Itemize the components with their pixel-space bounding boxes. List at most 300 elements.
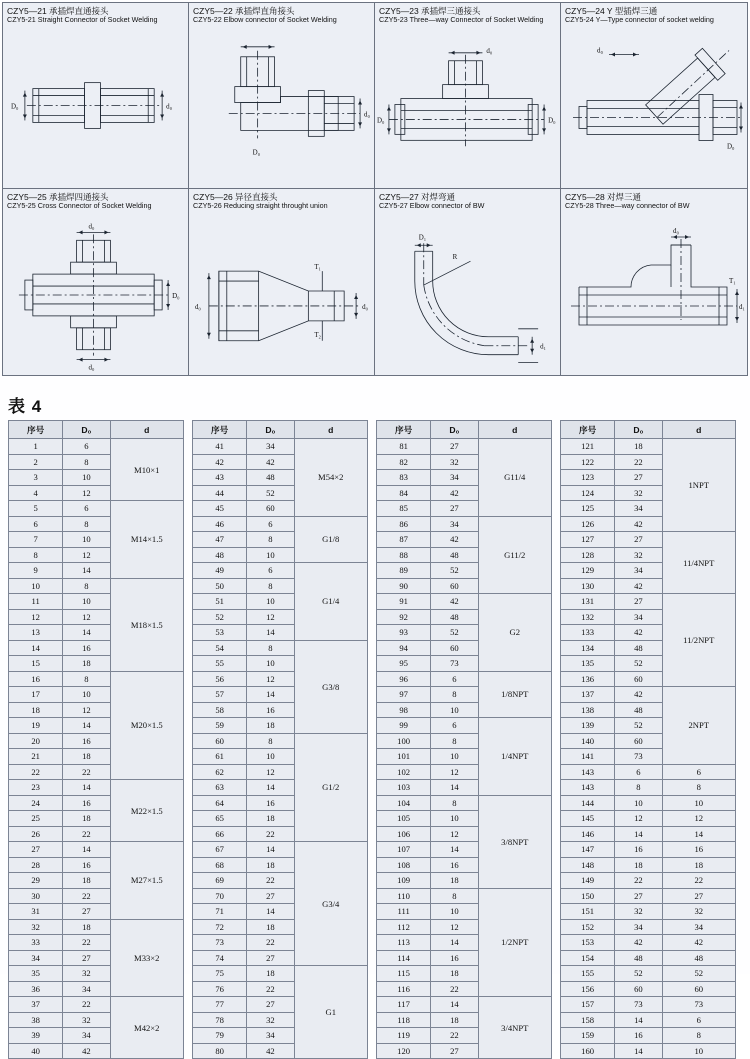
cell-d0: 32 <box>63 966 110 982</box>
cell-index: 124 <box>561 485 615 501</box>
cell-thread: G1/8 <box>294 516 368 563</box>
table-row <box>377 594 552 610</box>
cell-index: 37 <box>9 997 63 1013</box>
cell-thread: M54×2 <box>294 439 368 517</box>
cell-index: 1 <box>9 439 63 455</box>
dim-label-t2: T₂ <box>314 330 321 339</box>
drawing-figure-straight-connector <box>3 31 188 186</box>
cell-d0: 16 <box>63 795 110 811</box>
cell-index: 135 <box>561 656 615 672</box>
cell-thread: 1/8NPT <box>478 671 552 718</box>
cell-index: 4 <box>9 485 63 501</box>
cell-d0: 34 <box>247 1028 294 1044</box>
col-header-d0: D₀ <box>63 421 110 439</box>
cell-d0: 34 <box>615 609 662 625</box>
cell-index: 7 <box>9 532 63 548</box>
cell-d0: 32 <box>615 485 662 501</box>
cell-d0: 18 <box>431 1012 478 1028</box>
cell-d0: 18 <box>431 873 478 889</box>
table-row <box>561 1043 736 1059</box>
cell-d0: 12 <box>431 919 478 935</box>
cell-index: 130 <box>561 578 615 594</box>
cell-index: 100 <box>377 733 431 749</box>
cell-d0: 6 <box>431 671 478 687</box>
cell-d0: 52 <box>615 656 662 672</box>
cell-index: 143 <box>561 780 615 796</box>
drawing-title-en: CZY5-21 Straight Connector of Socket Welding <box>7 15 158 25</box>
cell-thread: 2NPT <box>662 687 736 765</box>
table-row <box>561 966 736 982</box>
cell-d0: 73 <box>615 997 662 1013</box>
cell-d0: 10 <box>63 594 110 610</box>
cell-d0: 52 <box>247 485 294 501</box>
cell-index: 146 <box>561 826 615 842</box>
drawing-title-cn: CZY5—23 承插焊三通接头 <box>379 6 481 16</box>
cell-thread: 3/4NPT <box>478 997 552 1059</box>
cell-index: 140 <box>561 733 615 749</box>
cell-index: 117 <box>377 997 431 1013</box>
cell-d0: 14 <box>431 997 478 1013</box>
dim-label-t1: T₁ <box>729 277 736 285</box>
cell-index: 127 <box>561 532 615 548</box>
cell-d0: 34 <box>431 516 478 532</box>
cell-index: 111 <box>377 904 431 920</box>
cell-d: 18 <box>662 857 736 873</box>
cell-d: 12 <box>662 811 736 827</box>
cell-index: 104 <box>377 795 431 811</box>
col-header-d: d <box>110 421 184 439</box>
cell-d0: 8 <box>431 795 478 811</box>
cell-index: 125 <box>561 501 615 517</box>
cell-index: 32 <box>9 919 63 935</box>
cell-d0: 16 <box>63 640 110 656</box>
cell-index: 52 <box>193 609 247 625</box>
cell-d0: 16 <box>431 857 478 873</box>
cell-d0: 12 <box>431 764 478 780</box>
cell-index: 141 <box>561 749 615 765</box>
cell-index: 160 <box>561 1043 615 1059</box>
cell-d0: 42 <box>615 516 662 532</box>
cell-index: 151 <box>561 904 615 920</box>
cell-d0: 18 <box>63 873 110 889</box>
cell-index: 46 <box>193 516 247 532</box>
table-row <box>561 780 736 796</box>
drawing-cell-czy5-21 <box>3 3 189 189</box>
cell-index: 62 <box>193 764 247 780</box>
cell-index: 69 <box>193 873 247 889</box>
cell-d0: 32 <box>63 1012 110 1028</box>
cell-d0: 8 <box>247 532 294 548</box>
cell-d0: 27 <box>247 888 294 904</box>
cell-index: 18 <box>9 702 63 718</box>
cell-index: 81 <box>377 439 431 455</box>
cell-d0: 27 <box>615 594 662 610</box>
drawing-cell-czy5-25 <box>3 189 189 375</box>
cell-d0: 34 <box>63 981 110 997</box>
cell-index: 155 <box>561 966 615 982</box>
cell-d0: 8 <box>247 733 294 749</box>
cell-d0: 18 <box>63 811 110 827</box>
table-body-3 <box>377 439 552 1059</box>
cell-d: 42 <box>662 935 736 951</box>
cell-thread: M10×1 <box>110 439 184 501</box>
dim-label-d0-right: D₀ <box>548 116 556 125</box>
table-header-row <box>9 421 184 439</box>
cell-d0: 8 <box>63 516 110 532</box>
cell-d0: 27 <box>247 950 294 966</box>
cell-thread: G3/4 <box>294 842 368 966</box>
cell-d0: 32 <box>431 454 478 470</box>
drawing-title-cn: CZY5—22 承插焊直角接头 <box>193 6 295 16</box>
cell-index: 40 <box>9 1043 63 1059</box>
cell-d0: 22 <box>247 935 294 951</box>
drawing-title-cn: CZY5—27 对焊弯通 <box>379 192 456 202</box>
table-header-row <box>561 421 736 439</box>
cell-thread: G1 <box>294 966 368 1059</box>
cell-index: 25 <box>9 811 63 827</box>
cell-index: 109 <box>377 873 431 889</box>
table-row <box>9 919 184 935</box>
cell-d0: 14 <box>247 904 294 920</box>
cell-index: 65 <box>193 811 247 827</box>
cell-index: 138 <box>561 702 615 718</box>
cell-d0: 22 <box>431 981 478 997</box>
cell-d0: 22 <box>247 826 294 842</box>
cell-d0: 12 <box>615 811 662 827</box>
cell-d0: 27 <box>431 439 478 455</box>
cell-index: 70 <box>193 888 247 904</box>
cell-index: 27 <box>9 842 63 858</box>
col-header-d: d <box>294 421 368 439</box>
cell-d0: 48 <box>431 547 478 563</box>
cell-index: 35 <box>9 966 63 982</box>
cell-d0: 42 <box>615 687 662 703</box>
cell-index: 126 <box>561 516 615 532</box>
cell-d0: 10 <box>431 811 478 827</box>
cell-d0: 18 <box>247 919 294 935</box>
cell-d0: 14 <box>431 935 478 951</box>
dim-label-t1: T₁ <box>314 263 321 272</box>
cell-index: 129 <box>561 563 615 579</box>
cell-index: 78 <box>193 1012 247 1028</box>
cell-d0: 10 <box>615 795 662 811</box>
drawing-grid <box>2 2 748 376</box>
cell-index: 80 <box>193 1043 247 1059</box>
drawing-title-cn: CZY5—25 承插焊四通接头 <box>7 192 109 202</box>
cell-index: 94 <box>377 640 431 656</box>
drawing-caption <box>561 3 747 25</box>
drawing-title-en: CZY5-28 Three—way connector of BW <box>565 201 690 211</box>
drawing-figure-y-connector <box>561 31 747 186</box>
table-row <box>561 950 736 966</box>
cell-d0: 22 <box>63 826 110 842</box>
cell-d0: 22 <box>63 888 110 904</box>
dim-label-d0-right: D₀ <box>172 291 180 300</box>
cell-d0: 10 <box>63 470 110 486</box>
drawing-title-cn: CZY5—24 Y 型插焊三通 <box>565 6 658 16</box>
cell-thread: 11/4NPT <box>662 532 736 594</box>
dim-label-radius: R <box>452 253 458 262</box>
drawing-cell-czy5-24 <box>561 3 747 189</box>
cell-d0: 48 <box>615 950 662 966</box>
cell-index: 84 <box>377 485 431 501</box>
cell-d0: 8 <box>431 733 478 749</box>
table-row <box>561 904 736 920</box>
cell-index: 22 <box>9 764 63 780</box>
cell-d0: 16 <box>63 857 110 873</box>
cell-index: 87 <box>377 532 431 548</box>
cell-index: 68 <box>193 857 247 873</box>
cell-d0: 22 <box>615 873 662 889</box>
table-row <box>561 687 736 703</box>
drawing-figure-elbow-connector <box>189 31 374 186</box>
cell-index: 41 <box>193 439 247 455</box>
table-row <box>561 1028 736 1044</box>
drawing-title-en: CZY5-26 Reducing straight throught union <box>193 201 328 211</box>
table-row <box>9 671 184 687</box>
cell-index: 134 <box>561 640 615 656</box>
col-header-index: 序号 <box>9 421 63 439</box>
cell-d: 16 <box>662 842 736 858</box>
drawing-title-cn: CZY5—21 承插焊直通接头 <box>7 6 109 16</box>
cell-index: 33 <box>9 935 63 951</box>
cell-d0: 6 <box>615 764 662 780</box>
drawing-cell-czy5-22 <box>189 3 375 189</box>
cell-index: 121 <box>561 439 615 455</box>
cell-index: 102 <box>377 764 431 780</box>
cell-d0: 14 <box>247 687 294 703</box>
cell-d0: 6 <box>431 718 478 734</box>
cell-index: 92 <box>377 609 431 625</box>
cell-d: 8 <box>662 1028 736 1044</box>
cell-thread: G11/4 <box>478 439 552 517</box>
drawing-figure-cross-connector <box>3 217 188 373</box>
cell-d0: 27 <box>431 1043 478 1059</box>
drawing-title-en: CZY5-24 Y—Type connector of socket welding <box>565 15 714 25</box>
dim-label-d0-left: d₀ <box>194 302 201 311</box>
cell-d0: 27 <box>615 888 662 904</box>
cell-index: 12 <box>9 609 63 625</box>
cell-d0: 60 <box>615 981 662 997</box>
cell-index: 123 <box>561 470 615 486</box>
cell-thread: 1/4NPT <box>478 718 552 796</box>
dim-label-d0-bottom: d₀ <box>88 363 95 372</box>
cell-index: 98 <box>377 702 431 718</box>
cell-d0: 27 <box>615 470 662 486</box>
cell-d0: 6 <box>247 516 294 532</box>
cell-d0: 12 <box>63 702 110 718</box>
cell-index: 147 <box>561 842 615 858</box>
cell-d0: 8 <box>63 671 110 687</box>
cell-d: 14 <box>662 826 736 842</box>
cell-d0: 22 <box>615 454 662 470</box>
table-row <box>561 935 736 951</box>
cell-index: 28 <box>9 857 63 873</box>
table-row <box>9 842 184 858</box>
cell-index: 120 <box>377 1043 431 1059</box>
cell-thread: M18×1.5 <box>110 578 184 671</box>
cell-index: 20 <box>9 733 63 749</box>
cell-index: 150 <box>561 888 615 904</box>
cell-d0: 22 <box>63 997 110 1013</box>
col-header-d0: D₀ <box>431 421 478 439</box>
cell-d0: 14 <box>615 1043 662 1059</box>
cell-d0: 34 <box>615 563 662 579</box>
table-body-4 <box>561 439 736 1059</box>
table-body-1 <box>9 439 184 1059</box>
cell-d0: 34 <box>615 919 662 935</box>
cell-index: 77 <box>193 997 247 1013</box>
cell-index: 71 <box>193 904 247 920</box>
cell-d0: 60 <box>247 501 294 517</box>
cell-index: 144 <box>561 795 615 811</box>
table-header-row <box>377 421 552 439</box>
cell-d0: 42 <box>615 935 662 951</box>
cell-d0: 34 <box>615 501 662 517</box>
cell-d: 48 <box>662 950 736 966</box>
cell-index: 66 <box>193 826 247 842</box>
cell-index: 75 <box>193 966 247 982</box>
dim-label-d0-top: d₀ <box>597 46 603 55</box>
cell-d0: 27 <box>615 532 662 548</box>
dim-label-d1-right: d₁ <box>739 303 745 311</box>
cell-index: 118 <box>377 1012 431 1028</box>
cell-index: 58 <box>193 702 247 718</box>
table-row <box>561 997 736 1013</box>
cell-d0: 10 <box>431 904 478 920</box>
drawing-title-en: CZY5-22 Elbow connector of Socket Welding <box>193 15 337 25</box>
cell-index: 73 <box>193 935 247 951</box>
cell-index: 56 <box>193 671 247 687</box>
cell-index: 113 <box>377 935 431 951</box>
cell-d0: 32 <box>247 1012 294 1028</box>
cell-index: 67 <box>193 842 247 858</box>
cell-d: 73 <box>662 997 736 1013</box>
cell-d0: 18 <box>63 749 110 765</box>
table-row <box>377 888 552 904</box>
cell-thread: M14×1.5 <box>110 501 184 579</box>
dim-label-d0-top: d₀ <box>88 222 95 231</box>
drawing-title-en: CZY5-23 Three—way Connector of Socket Welding <box>379 15 544 25</box>
dim-label-d0-right: D₀ <box>727 142 735 151</box>
cell-d: 27 <box>662 888 736 904</box>
cell-d0: 42 <box>431 485 478 501</box>
cell-index: 99 <box>377 718 431 734</box>
cell-d0: 16 <box>63 733 110 749</box>
cell-d0: 42 <box>431 594 478 610</box>
cell-thread: G1/2 <box>294 733 368 842</box>
cell-d0: 16 <box>247 702 294 718</box>
cell-index: 9 <box>9 563 63 579</box>
cell-index: 96 <box>377 671 431 687</box>
cell-index: 159 <box>561 1028 615 1044</box>
cell-d0: 14 <box>63 563 110 579</box>
table-row <box>561 439 736 455</box>
cell-d0: 8 <box>63 454 110 470</box>
cell-index: 74 <box>193 950 247 966</box>
table-row <box>9 439 184 455</box>
cell-index: 137 <box>561 687 615 703</box>
cell-index: 76 <box>193 981 247 997</box>
cell-index: 21 <box>9 749 63 765</box>
cell-d0: 10 <box>247 749 294 765</box>
drawing-title-cn: CZY5—28 对焊三通 <box>565 192 642 202</box>
cell-index: 63 <box>193 780 247 796</box>
table-row <box>193 842 368 858</box>
cell-d: 10 <box>662 795 736 811</box>
cell-index: 89 <box>377 563 431 579</box>
cell-d0: 12 <box>63 485 110 501</box>
cell-d0: 48 <box>615 702 662 718</box>
table-row <box>9 780 184 796</box>
cell-index: 154 <box>561 950 615 966</box>
drawing-title-en: CZY5-25 Cross Connector of Socket Welding <box>7 201 152 211</box>
dim-label-d0-right: d₀ <box>364 110 370 119</box>
cell-index: 90 <box>377 578 431 594</box>
cell-d0: 10 <box>247 656 294 672</box>
cell-d: 10 <box>662 1043 736 1059</box>
cell-index: 5 <box>9 501 63 517</box>
drawing-figure-bw-tee <box>561 217 747 373</box>
cell-index: 91 <box>377 594 431 610</box>
cell-index: 128 <box>561 547 615 563</box>
cell-index: 132 <box>561 609 615 625</box>
cell-d0: 16 <box>247 795 294 811</box>
cell-d0: 10 <box>431 702 478 718</box>
drawing-figure-reducer <box>189 217 374 373</box>
drawing-cell-czy5-27 <box>375 189 561 375</box>
cell-d0: 18 <box>63 656 110 672</box>
cell-d: 52 <box>662 966 736 982</box>
cell-index: 31 <box>9 904 63 920</box>
cell-index: 106 <box>377 826 431 842</box>
drawing-title-en: CZY5-27 Elbow connector of BW <box>379 201 485 211</box>
cell-index: 133 <box>561 625 615 641</box>
cell-d0: 22 <box>63 764 110 780</box>
cell-d0: 34 <box>431 470 478 486</box>
cell-d0: 60 <box>615 671 662 687</box>
drawing-caption <box>375 189 560 211</box>
table-row <box>561 594 736 610</box>
cell-d0: 14 <box>63 718 110 734</box>
cell-index: 116 <box>377 981 431 997</box>
dim-label-d0-left: D₀ <box>10 102 19 111</box>
cell-d0: 18 <box>615 857 662 873</box>
cell-d0: 6 <box>247 563 294 579</box>
cell-index: 14 <box>9 640 63 656</box>
table-row <box>561 842 736 858</box>
cell-d0: 8 <box>63 578 110 594</box>
cell-index: 11 <box>9 594 63 610</box>
cell-index: 108 <box>377 857 431 873</box>
cell-index: 47 <box>193 532 247 548</box>
cell-index: 158 <box>561 1012 615 1028</box>
dim-label-d0-top: d₀ <box>486 46 493 55</box>
cell-thread: G3/8 <box>294 640 368 733</box>
table-row <box>377 671 552 687</box>
dim-label-d1-right: d₁ <box>540 342 547 351</box>
table-row <box>561 919 736 935</box>
cell-d0: 16 <box>615 842 662 858</box>
cell-d0: 10 <box>431 749 478 765</box>
cell-d0: 60 <box>431 578 478 594</box>
cell-index: 136 <box>561 671 615 687</box>
cell-index: 95 <box>377 656 431 672</box>
cell-index: 64 <box>193 795 247 811</box>
cell-index: 50 <box>193 578 247 594</box>
cell-index: 53 <box>193 625 247 641</box>
col-header-index: 序号 <box>193 421 247 439</box>
